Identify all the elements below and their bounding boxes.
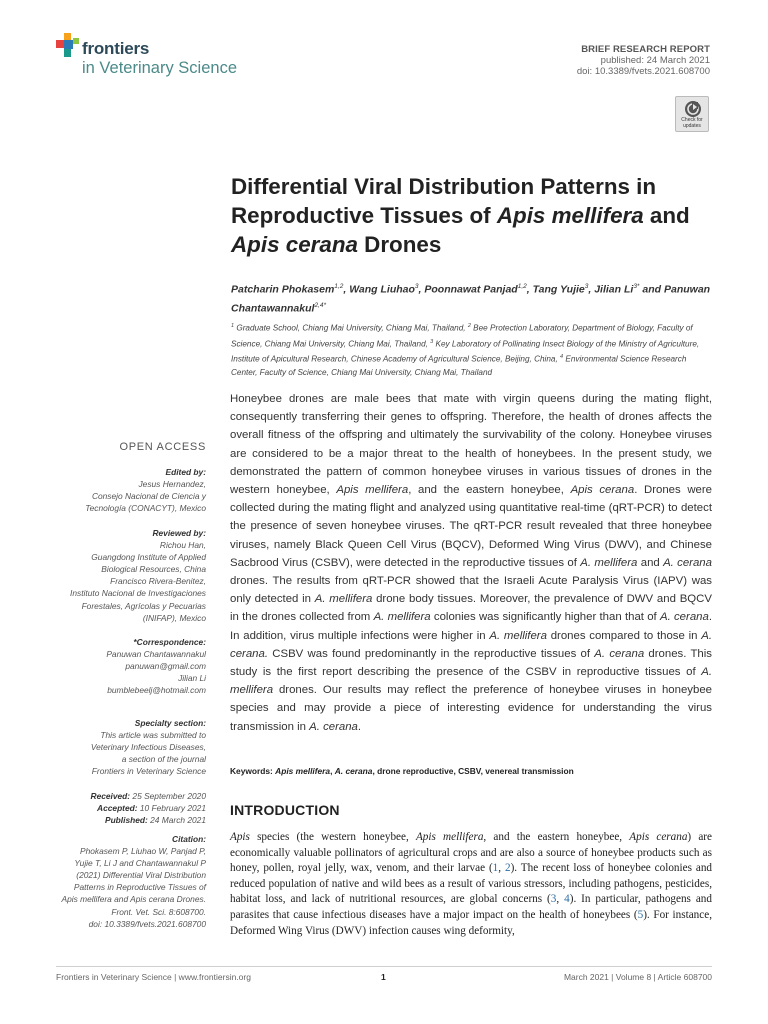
- author-affiliation-sup: 1,2: [517, 283, 527, 290]
- citation-line: Yujie T, Li J and Chantawannakul P: [74, 858, 206, 869]
- page-number: 1: [381, 972, 386, 982]
- citation-line[interactable]: doi: 10.3389/fvets.2021.608700: [88, 918, 206, 929]
- author-name[interactable]: Jilian Li: [594, 283, 634, 296]
- author-affiliation-sup: 1,2: [334, 283, 344, 290]
- logo-wordmark: frontiers: [82, 39, 150, 58]
- reviewed-by-block: Reviewed by: Richou Han, Guangdong Institute of Applied Biological Resources, China Francisco Rivera-Benitez, Instituto Nacional de Investigaciones Forestales, Agrícolas y Pecuarias (INIFAP), Mexico: [31, 527, 206, 624]
- author-affiliation-sup: 3: [414, 283, 419, 290]
- reviewer-line: Guangdong Institute of Applied: [91, 552, 206, 563]
- reference-link[interactable]: 3: [550, 893, 557, 906]
- published-date: published: 24 March 2021: [600, 55, 710, 66]
- article-type: BRIEF RESEARCH REPORT: [581, 44, 710, 55]
- specialty-line: a section of the journal: [121, 754, 206, 765]
- affiliation-text: Graduate School, Chiang Mai University, Chiang Mai, Thailand,: [234, 323, 468, 333]
- correspondence-block: *Correspondence: Panuwan Chantawannakul panuwan@gmail.com Jilian Li bumblebeelj@hotmail.com: [31, 636, 206, 696]
- reference-link[interactable]: 5: [637, 908, 644, 921]
- accepted-date: Accepted: 10 February 2021: [97, 803, 206, 814]
- article-doi[interactable]: doi: 10.3389/fvets.2021.608700: [576, 66, 710, 77]
- affiliations: [231, 320, 713, 379]
- received-date: Received: 25 September 2020: [90, 791, 206, 801]
- citation-line: Apis mellifera and Apis cerana Drones.: [61, 894, 206, 905]
- author-list: Patcharin Phokasem$^{1,2}$, Wang Liuhao$^3$, Poonnawat Panjad$^{1,2}$, Tang Yujie$^3$, Jilian $Li^{3*}$ and Panuwan Chantawannakul$^{2,4*}$: [231, 283, 711, 314]
- author-name[interactable]: Poonnawat Panjad: [424, 283, 518, 296]
- specialty-section-block: Specialty section: This article was submitted to Veterinary Infectious Diseases, a section of the journal Frontiers in Veterinary Science: [31, 717, 206, 777]
- section-heading-introduction: INTRODUCTION: [230, 802, 340, 818]
- reviewer-line: Biological Resources, China: [101, 564, 206, 575]
- affiliation-number: 3: [430, 338, 434, 345]
- affiliation-text: Key Laboratory of Pollinating Insect Biology of the Ministry of Agriculture, Institute of Apicultural Research, Chinese Academy of Agricultural Science, Beijing, China,: [231, 339, 700, 364]
- citation-line: Front. Vet. Sci. 8:608700.: [111, 906, 206, 917]
- reviewer-line: Richou Han,: [159, 540, 206, 551]
- affiliation-number: 1: [231, 323, 235, 329]
- frontiers-logo-icon: [56, 33, 80, 59]
- author-name[interactable]: Tang Yujie: [532, 283, 585, 296]
- reviewer-line: (INIFAP), Mexico: [142, 612, 206, 623]
- author-name[interactable]: Wang Liuhao: [349, 283, 415, 296]
- citation-line: (2021) Differential Viral Distribution: [76, 870, 206, 881]
- affiliation-number: 2: [467, 323, 471, 329]
- footer-journal-link[interactable]: Frontiers in Veterinary Science | www.frontiersin.org: [56, 972, 251, 982]
- check-for-updates-button[interactable]: [675, 96, 709, 132]
- dates-block: [31, 790, 206, 826]
- affiliation-number: 4: [560, 354, 564, 361]
- correspondence-line: Jilian Li: [178, 673, 206, 684]
- check-updates-label: Check for updates: [681, 117, 703, 129]
- editor-line: Jesus Hernandez,: [138, 479, 206, 490]
- author-affiliation-sup: 2,4*: [314, 301, 327, 309]
- correspondence-line[interactable]: panuwan@gmail.com: [125, 661, 206, 672]
- journal-logo[interactable]: [56, 33, 256, 83]
- citation-line: Patterns in Reproductive Tissues of: [73, 882, 206, 893]
- open-access-label: OPEN ACCESS: [119, 441, 206, 453]
- footer-volume-info: March 2021 | Volume 8 | Article 608700: [563, 972, 712, 982]
- reference-link[interactable]: 4: [564, 893, 570, 906]
- correspondence-line[interactable]: bumblebeelj@hotmail.com: [107, 685, 206, 696]
- reviewer-line: Forestales, Agrícolas y Pecuarias: [81, 600, 206, 611]
- article-meta: [577, 44, 710, 77]
- reviewer-line: Francisco Rivera-Benitez,: [110, 576, 206, 587]
- editor-line: Tecnología (CONACYT), Mexico: [85, 503, 206, 514]
- check-updates-icon: [684, 100, 702, 118]
- introduction-text: Apis species (the western honeybee, Apis mellifera, and the eastern honeybee, Apis cerana) are economically valuable pollinators of agricultural crops and are also a source of honeybee products such as honey, pollen, royal jelly, wax, venom, and their larvae (1, 2). The recent loss of honeybee colonies and reduced population of native and wild bees as a result of various stressors, including pathogens, pesticides, habitat loss, and lack of nutritional resources, are global concerns (3, 4). In particular, pathogens and parasites that cause infectious diseases have a major impact on the health of honeybees (5). For instance, Deformed Wing Virus (DWV) infection causes wing deformity,: [230, 831, 713, 937]
- citation-block: Citation: Phokasem P, Liuhao W, Panjad P, Yujie T, Li J and Chantawannakul P (2021) Differential Viral Distribution Patterns in Reproductive Tissues of Apis mellifera and Apis cerana Drones. Front. Vet. Sci. 8:608700. doi: 10.3389/fvets.2021.608700: [31, 833, 206, 930]
- affiliation-text: Bee Protection Laboratory, Department of Biology, Faculty of Science, Chiang Mai University, Chiang Mai, Thailand,: [231, 323, 693, 349]
- specialty-line: This article was submitted to: [100, 730, 206, 741]
- author-name[interactable]: Panuwan Chantawannakul: [231, 283, 711, 314]
- edited-by-block: Edited by: Jesus Hernandez, Consejo Nacional de Ciencia y Tecnología (CONACYT), Mexico: [31, 466, 206, 514]
- journal-name: in Veterinary Science: [82, 59, 238, 77]
- article-title: Differential Viral Distribution Patterns in Reproductive Tissues of Apis mellifera and Apis cerana Drones: [231, 174, 690, 257]
- correspondence-line: Panuwan Chantawannakul: [106, 649, 206, 660]
- specialty-line: Veterinary Infectious Diseases,: [90, 742, 206, 753]
- footer-divider: [56, 966, 712, 967]
- reference-link[interactable]: 1: [492, 862, 499, 875]
- author-affiliation-sup: 3*: [633, 283, 640, 290]
- keywords: Keywords: Apis mellifera, A. cerana, drone reproductive, CSBV, venereal transmission: [230, 766, 574, 776]
- citation-line: Phokasem P, Liuhao W, Panjad P,: [79, 846, 206, 857]
- editor-line: Consejo Nacional de Ciencia y: [91, 491, 206, 502]
- reference-link[interactable]: 2: [504, 862, 511, 875]
- affiliation-text: Environmental Science Research Center, Faculty of Science, Chiang Mai University, Chiang Mai, Thailand: [231, 354, 687, 377]
- reviewer-line: Instituto Nacional de Investigaciones: [70, 588, 206, 599]
- specialty-line: Frontiers in Veterinary Science: [91, 766, 206, 777]
- published-date-side: Published: 24 March 2021: [104, 815, 206, 826]
- abstract: Honeybee drones are male bees that mate with virgin queens during the mating flight, consequently transferring their genes to offspring. Therefore, the health of drones affects the overall fitness of the offspring and ultimately the survivability of the colony. Honeybee viruses are considered to be a major threat to the health of honeybees. In the present study, we demonstrated the pattern of common honeybee viruses in various tissues of drones in the western honeybee, Apis mellifera, and the eastern honeybee, Apis cerana. Drones were collected during the mating flight and analyzed using quantitative real-time (qRT-PCR) to detect the presence of seven honeybee viruses. The qRT-PCR result revealed that three honeybee viruses, namely Black Queen Cell Virus (BQCV), Deformed Wing Virus (DWV), and Chinese Sacbrood Virus (CSBV), were detected in the reproductive tissues of A. mellifera and A. cerana drones. The results from qRT-PCR showed that the Israeli Acute Paralysis Virus (IAPV) was only detected in A. mellifera drone body tissues. Moreover, the prevalence of DWV and BQCV in the drones collected from A. mellifera colonies was significantly higher than that of A. cerana. In addition, virus multiple infections were higher in A. mellifera drones compared to those in A. cerana. CSBV was found predominantly in the reproductive tissues of A. cerana drones. This study is the first report describing the presence of the CSBV in reproductive tissues of A. mellifera drones. Our results may reflect the preference of honeybee viruses in honeybee species and may provide a piece of interesting evidence for understanding the virus transmission in A. cerana.: [230, 393, 713, 733]
- author-affiliation-sup: 3: [584, 283, 589, 290]
- author-name[interactable]: Patcharin Phokasem: [231, 283, 335, 296]
